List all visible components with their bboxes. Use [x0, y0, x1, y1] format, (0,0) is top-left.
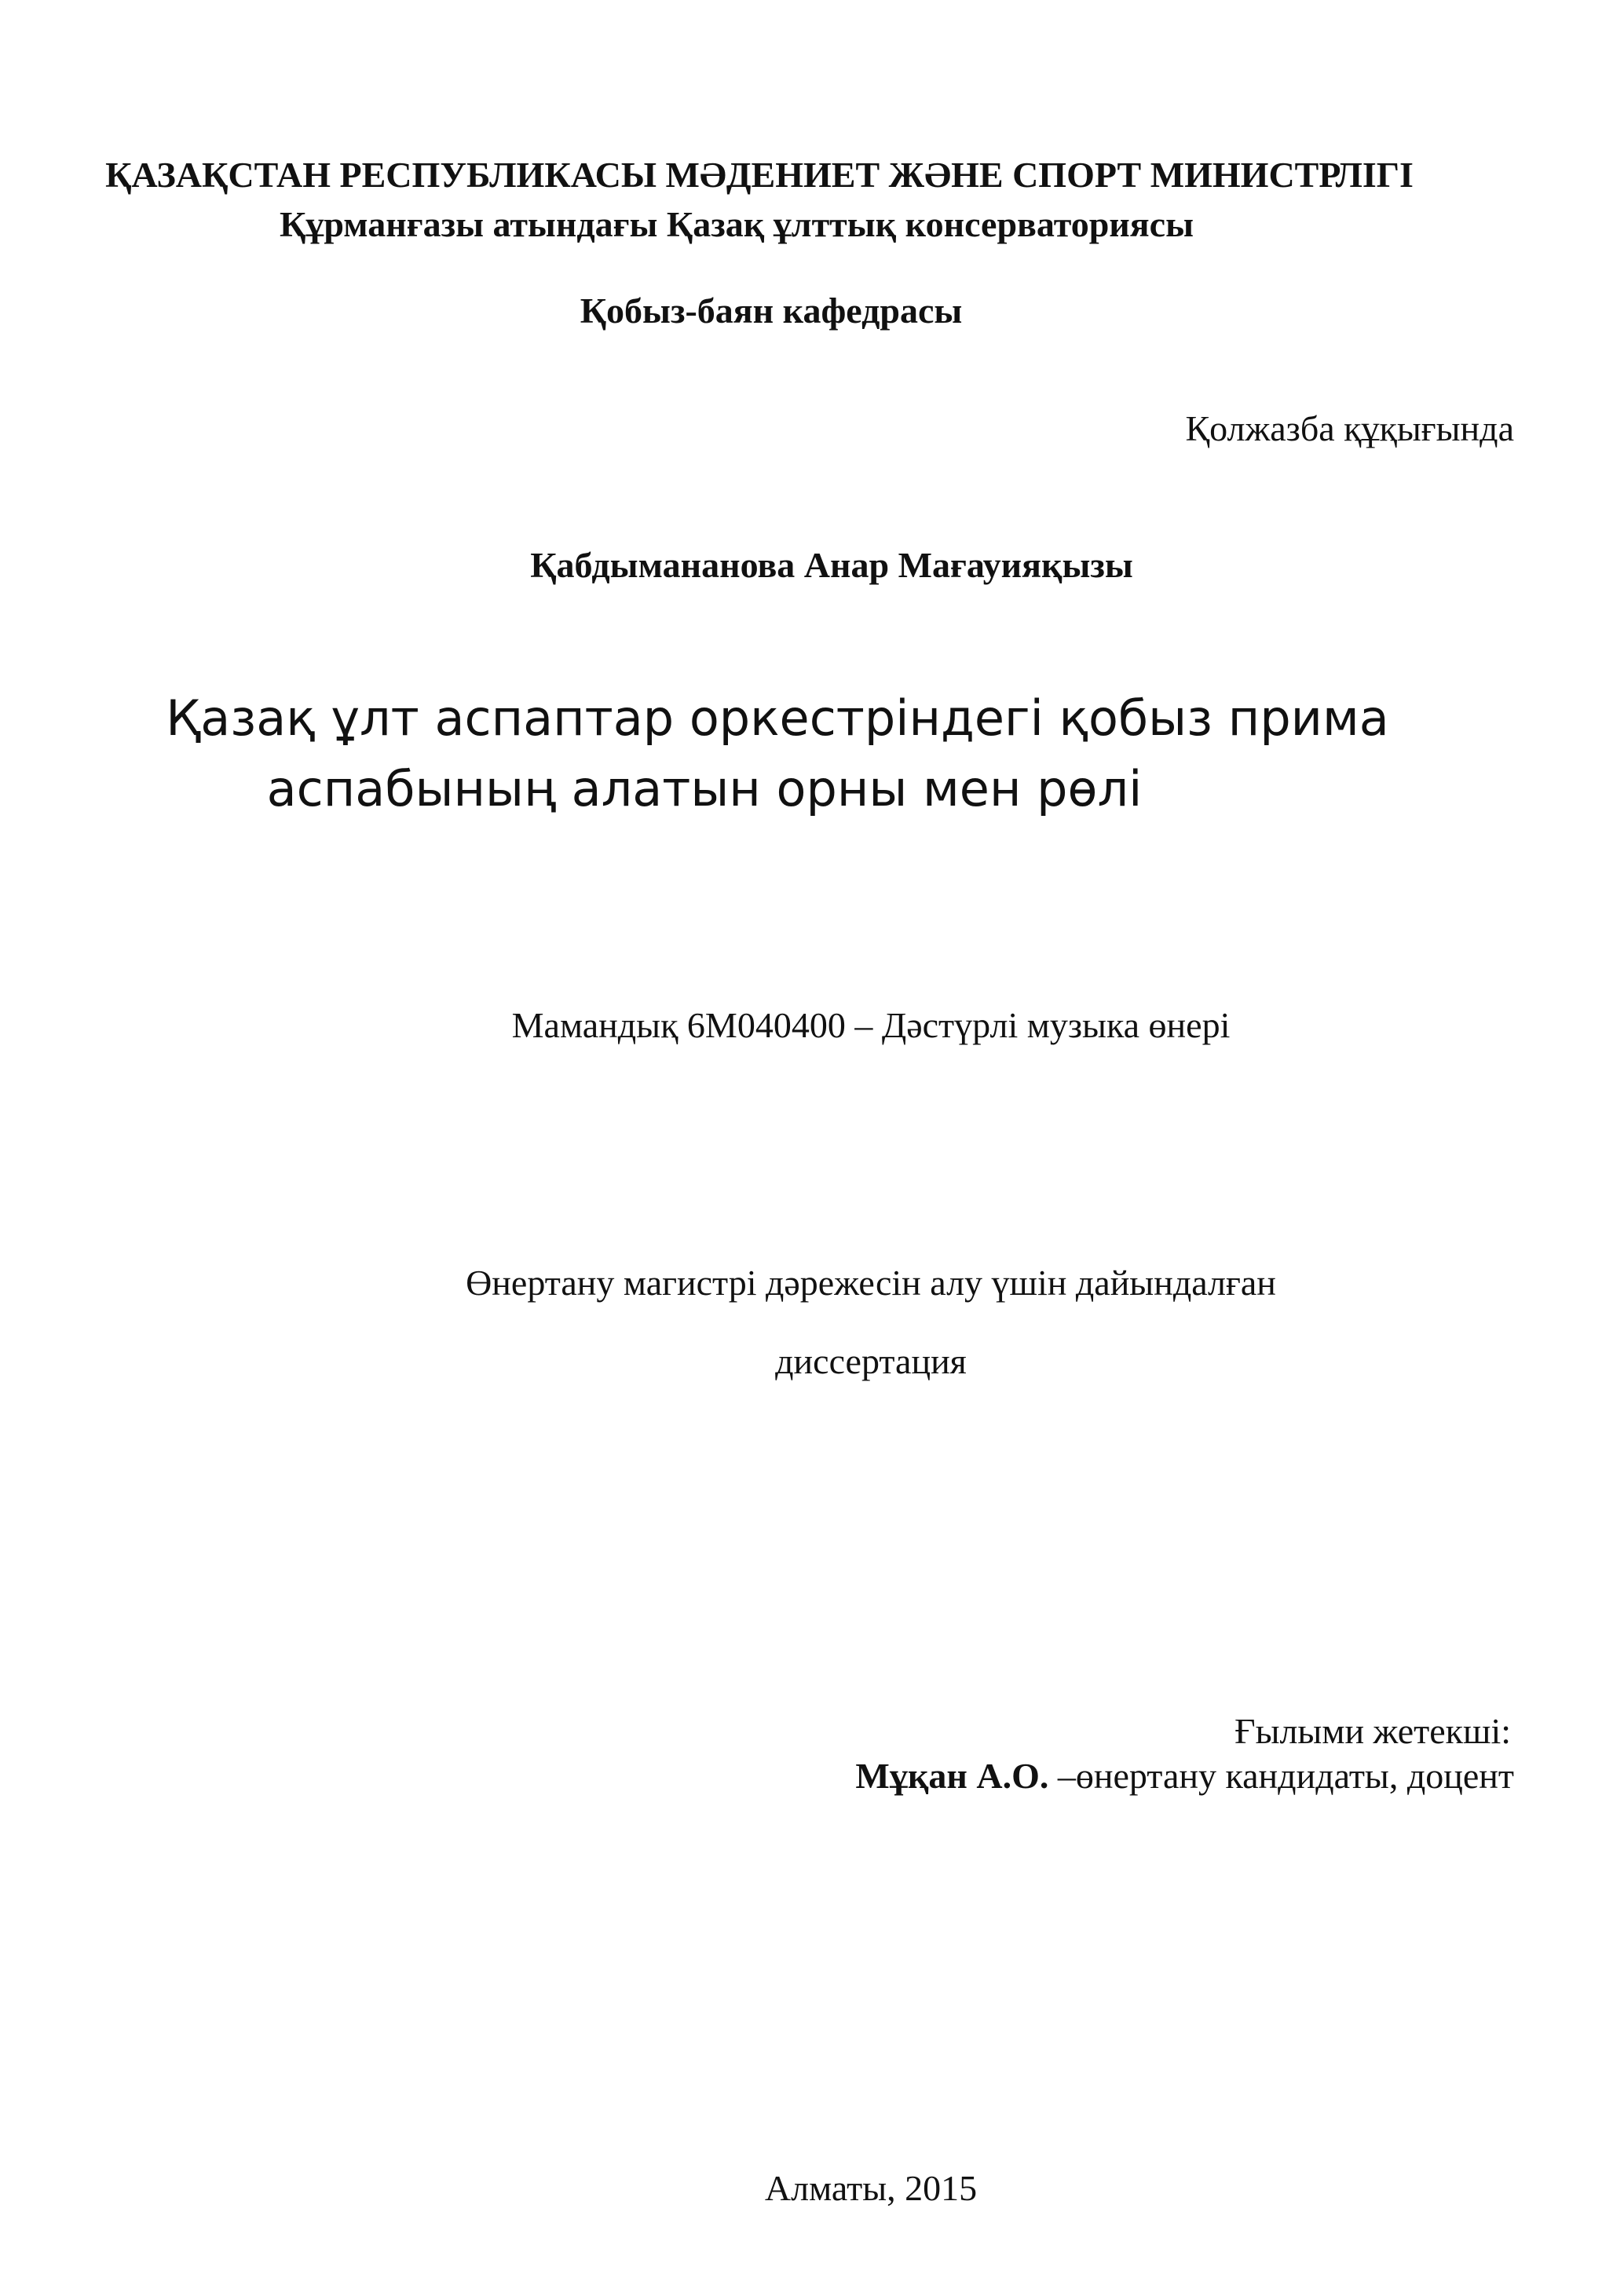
department-heading: Қобыз-баян кафедрасы: [580, 291, 963, 331]
supervisor-name: Мұқан А.О.: [855, 1756, 1049, 1796]
ministry-heading: ҚАЗАҚСТАН РЕСПУБЛИКАСЫ МӘДЕНИЕТ ЖӘНЕ СПОРТ МИНИСТРЛІГІ: [105, 155, 1414, 195]
thesis-title-line-2: аспабының алатын орны мен рөлі: [266, 760, 1143, 817]
supervisor-details: –өнертану кандидаты, доцент: [1048, 1756, 1514, 1796]
degree-line-2: диссертация: [775, 1341, 967, 1381]
degree-line-1: Өнертану магистрі дәрежесін алу үшін дайындалған: [466, 1263, 1276, 1303]
supervisor-line: [855, 1758, 1514, 1794]
specialty-line: Мамандық 6М040400 – Дәстүрлі музыка өнері: [511, 1005, 1231, 1045]
supervisor-label: Ғылыми жетекші:: [1234, 1711, 1511, 1751]
city-year: Алматы, 2015: [764, 2168, 978, 2208]
manuscript-rights-note: Қолжазба құқығында: [1185, 408, 1514, 448]
author-name: Қабдымананова Анар Мағауияқызы: [530, 545, 1133, 585]
institution-heading: Құрманғазы атындағы Қазақ ұлттық консерваториясы: [279, 204, 1194, 244]
thesis-title-line-1: Қазақ ұлт аспаптар оркестріндегі қобыз прима: [166, 689, 1389, 747]
